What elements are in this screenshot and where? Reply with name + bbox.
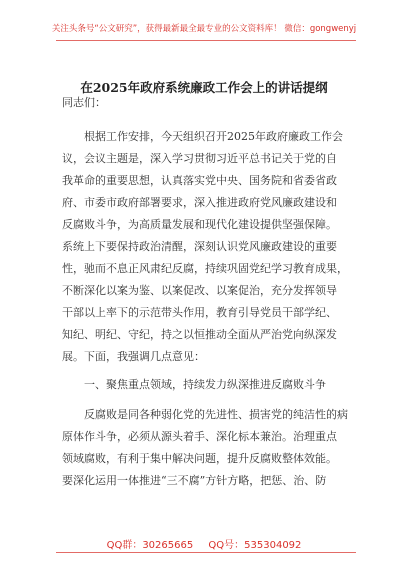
footer-qq-group: QQ群：30265665 [106,540,194,551]
paragraph-line: 议，会议主题是，深入学习贯彻习近平总书记关于党的自 [62,152,337,165]
footer-qq-number: QQ号：535304092 [208,540,302,551]
paragraph-line: 干部以上率下的示范带头作用，教育引导党员干部学纪、 [62,306,337,319]
footer-contact [0,536,408,551]
section-heading: 一、聚焦重点领域，持续发力纵深推进反腐败斗争 [84,378,326,391]
footer-divider [56,552,356,553]
paragraph-line: 原体作斗争，必须从源头着手、深化标本兼治。治理重点 [62,430,337,443]
paragraph-line: 府、市委市政府部署要求，深入推进政府党风廉政建设和 [62,196,337,209]
paragraph-line: 要深化运用一体推进“三不腐”方针方略，把惩、治、防 [62,474,327,487]
header-divider [56,40,356,41]
paragraph-line: 知纪、明纪、守纪，持之以恒推动全面从严治党向纵深发 [62,328,337,341]
paragraph-line: 不断深化以案为鉴、以案促改、以案促治，充分发挥领导 [62,284,337,297]
paragraph-line: 根据工作安排，今天组织召开2025年政府廉政工作会 [84,130,343,143]
paragraph-line: 反腐败斗争，为高质量发展和现代化建设提供坚强保障。 [62,218,337,231]
paragraph-line: 反腐败是同各种弱化党的先进性、损害党的纯洁性的病 [84,408,348,421]
paragraph-line: 领域腐败，有利于集中解决问题，提升反腐败整体效能。 [62,452,337,465]
header-banner: 关注头条号“公文研究”，获得最新最全最专业的公文资料库！ 微信：gongwenyj [51,24,357,34]
paragraph-line: 系统上下要保持政治清醒，深刻认识党风廉政建设的重要 [62,240,337,253]
salutation: 同志们： [62,96,106,109]
paragraph-line: 我革命的重要思想，认真落实党中央、国务院和省委省政 [62,174,337,187]
paragraph-line: 性，驰而不息正风肃纪反腐，持续巩固党纪学习教育成果， [62,262,348,275]
document-title: 在2025年政府系统廉政工作会上的讲话提纲 [80,80,328,95]
paragraph-line: 展。下面，我强调几点意见： [62,350,205,363]
